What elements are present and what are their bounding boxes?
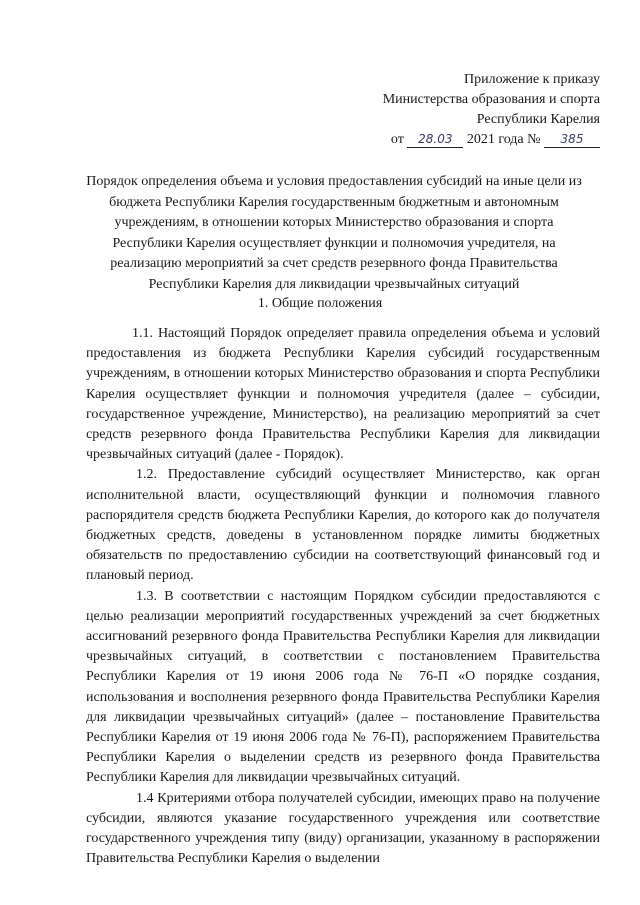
handwritten-order-number: 385 [544, 132, 600, 148]
document-title: Порядок определения объема и условия предоставления субсидий на иные цели из бюджета Республики Карелия государственным бюджетным и автономным учреждениям, в отношении которых Министерство образования и спорта Республики Карелия осуществляет функции и полномочия учредителя, на реализацию мероприятий за счет средств резервного фонда Правительства Республики Карелия для ликвидации чрезвычайных ситуаций [86, 174, 582, 292]
paragraph-1-4: 1.4 Критериями отбора получателей субсидии, имеющих право на получение субсидии, являются указание государственного учреждения или соответствие государственного учреждения типу (виду) организации, указанному в распоряжении Правительства Республики Карелия о выделении [86, 790, 600, 867]
section-title: 1. Общие положения [257, 296, 383, 311]
paragraph-1-1: 1.1. Настоящий Порядок определяет правила определения объема и условий предоставления из бюджета Республики Карелия субсидий государственным учреждениям, в отношении которых Министерство образования и спорта Республики Карелия осуществляет функции и полномочия учредителя (далее – субсидии, государственное учреждение, Министерство), на реализацию мероприятий за счет средств резервного фонда Правительства Республики Карелия для ликвидации чрезвычайных ситуаций (далее - Порядок). [86, 326, 600, 463]
handwritten-order-date: 28.03 [407, 132, 463, 148]
document-body [86, 324, 600, 869]
header-line-appendix: Приложение к приказу [464, 72, 600, 87]
header-line-republic: Республики Карелия [476, 112, 600, 127]
order-date-line [383, 130, 600, 150]
order-from-label: от [390, 132, 404, 147]
header-line-ministry: Министерства образования и спорта [382, 92, 600, 107]
order-year-label: 2021 года № [466, 132, 541, 147]
paragraph-1-2: 1.2. Предоставление субсидий осуществляет Министерство, как орган исполнительной власти, осуществляющий функции и полномочия главного распорядителя средств бюджета Республики Карелия, до которого как до получателя бюджетных средств, доведены в установленном порядке лимиты бюджетных обязательств по предоставлению субсидии на соответствующий финансовый год и плановый период. [86, 467, 600, 584]
appendix-header [383, 70, 600, 150]
paragraph-1-3: 1.3. В соответствии с настоящим Порядком субсидии предоставляются с целью реализации мероприятий государственных учреждений за счет бюджетных ассигнований резервного фонда Правительства Республики Карелия для ликвидации чрезвычайных ситуаций, в соответствии с постановлением Правительства Республики Карелия от 19 июня 2006 года № 76-П «О порядке создания, использования и восполнения резервного фонда Правительства Республики Карелия для ликвидации чрезвычайных ситуаций» (далее – постановление Правительства Республики Карелия от 19 июня 2006 года № 76-П), распоряжением Правительства Республики Карелия о выделении средств из резервного фонда Правительства Республики Карелия для ликвидации чрезвычайных ситуаций. [86, 588, 600, 786]
